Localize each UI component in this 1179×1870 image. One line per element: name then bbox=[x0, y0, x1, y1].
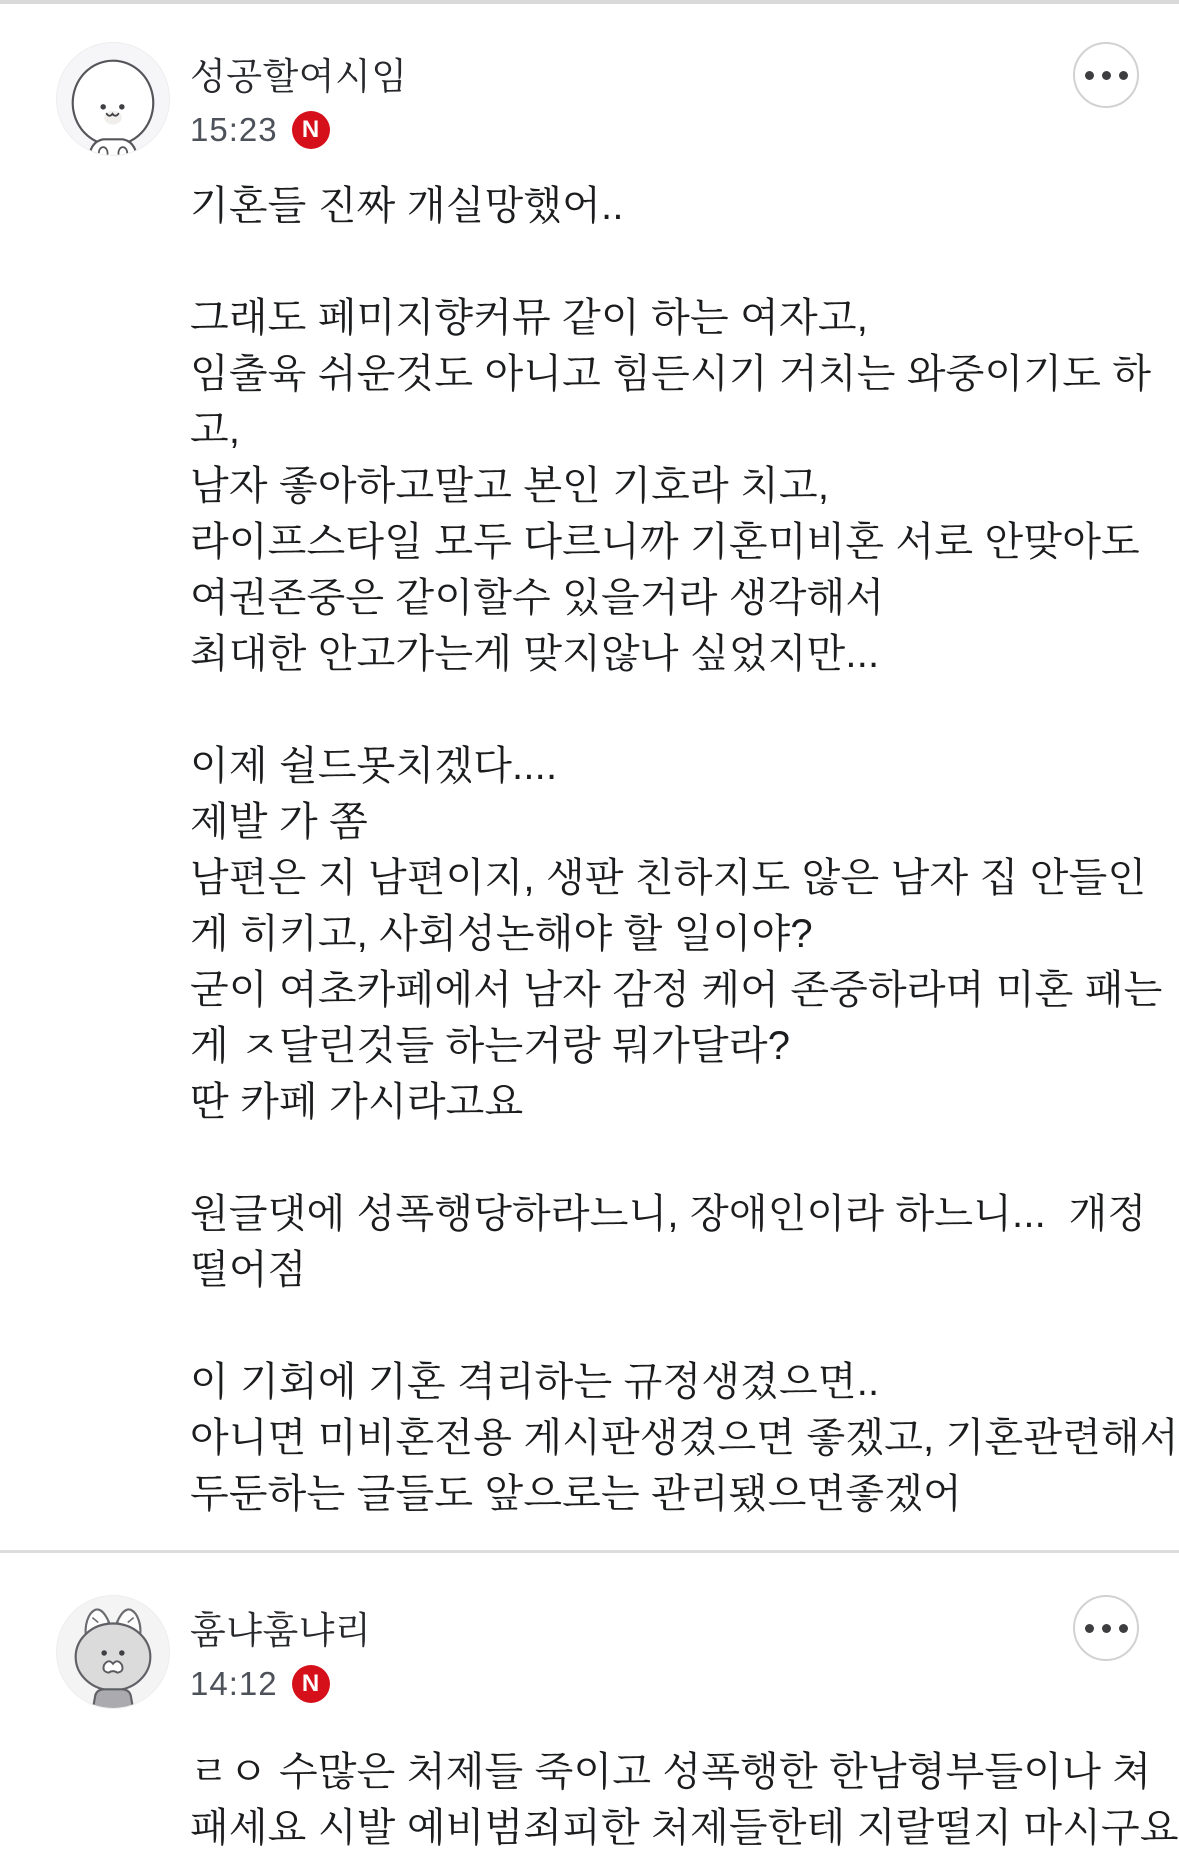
comment-body bbox=[190, 178, 1179, 1522]
new-badge: N bbox=[292, 1665, 330, 1703]
body-text-line: 두둔하는 글들도 앞으로는 관리됐으면좋겠어 bbox=[190, 1472, 962, 1516]
body-text-line bbox=[190, 234, 1179, 290]
body-text-line: 패세요 시발 예비범죄피한 처제들한테 지랄떨지 마시구요 bbox=[190, 1806, 1179, 1850]
body-text-line: 굳이 여초카페에서 남자 감정 케어 존중하라며 미혼 패는 bbox=[190, 968, 1163, 1012]
more-icon bbox=[1085, 1624, 1128, 1633]
more-options-button[interactable] bbox=[1073, 1595, 1139, 1661]
body-text-line: 남편은 지 남편이지, 생판 친하지도 않은 남자 집 안들인 bbox=[190, 856, 1147, 900]
avatar[interactable] bbox=[56, 42, 170, 156]
body-text-line: 제발 가 쫌 bbox=[190, 800, 368, 844]
avatar[interactable] bbox=[56, 1595, 170, 1709]
body-text-line: 원글댓에 성폭행당하라느니, 장애인이라 하느니... 개정 bbox=[190, 1192, 1147, 1236]
comment-time: 15:23 bbox=[190, 111, 278, 148]
new-badge: N bbox=[292, 111, 330, 149]
body-text-line: 이제 쉴드못치겠다.... bbox=[190, 744, 558, 788]
comment-meta bbox=[190, 1662, 1179, 1706]
body-text-line: 임출육 쉬운것도 아니고 힘든시기 거치는 와중이기도 하 bbox=[190, 352, 1152, 396]
body-text-line: 여권존중은 같이할수 있을거라 생각해서 bbox=[190, 576, 885, 620]
body-text-line: 고, bbox=[190, 408, 241, 452]
comment-body bbox=[190, 1744, 1179, 1856]
body-text-line: ㄹㅇ 수많은 처제들 죽이고 성폭행한 한남형부들이나 쳐 bbox=[190, 1750, 1152, 1794]
body-text-line: 떨어점 bbox=[190, 1248, 307, 1292]
gray-cat-avatar-icon bbox=[57, 1596, 169, 1708]
comment-author[interactable]: 성공할여시임 bbox=[190, 56, 408, 97]
body-text-line bbox=[190, 1298, 1179, 1354]
white-character-avatar-icon bbox=[57, 43, 169, 155]
body-text-line bbox=[190, 682, 1179, 738]
body-text-line bbox=[190, 1130, 1179, 1186]
body-text-line: 아니면 미비혼전용 게시판생겼으면 좋겠고, 기혼관련해서 bbox=[190, 1416, 1179, 1460]
body-text-line: 라이프스타일 모두 다르니까 기혼미비혼 서로 안맞아도 bbox=[190, 520, 1140, 564]
body-text-line: 남자 좋아하고말고 본인 기호라 치고, bbox=[190, 464, 830, 508]
comment-meta bbox=[190, 108, 1179, 152]
comment-item bbox=[0, 1553, 1179, 1856]
body-text-line: 딴 카페 가시라고요 bbox=[190, 1080, 524, 1124]
body-text-line: 게 ㅈ달린것들 하는거랑 뭐가달라? bbox=[190, 1024, 791, 1068]
comment-author[interactable]: 훔냐훔냐리 bbox=[190, 1610, 372, 1651]
body-text-line: 이 기회에 기혼 격리하는 규정생겼으면.. bbox=[190, 1360, 880, 1404]
body-text-line: 게 히키고, 사회성논해야 할 일이야? bbox=[190, 912, 813, 956]
body-text-line: 기혼들 진짜 개실망했어.. bbox=[190, 184, 624, 228]
more-icon bbox=[1085, 71, 1128, 80]
body-text-line: 최대한 안고가는게 맞지않나 싶었지만... bbox=[190, 632, 880, 676]
comment-time: 14:12 bbox=[190, 1665, 278, 1702]
more-options-button[interactable] bbox=[1073, 42, 1139, 108]
body-text-line: 그래도 페미지향커뮤 같이 하는 여자고, bbox=[190, 296, 869, 340]
